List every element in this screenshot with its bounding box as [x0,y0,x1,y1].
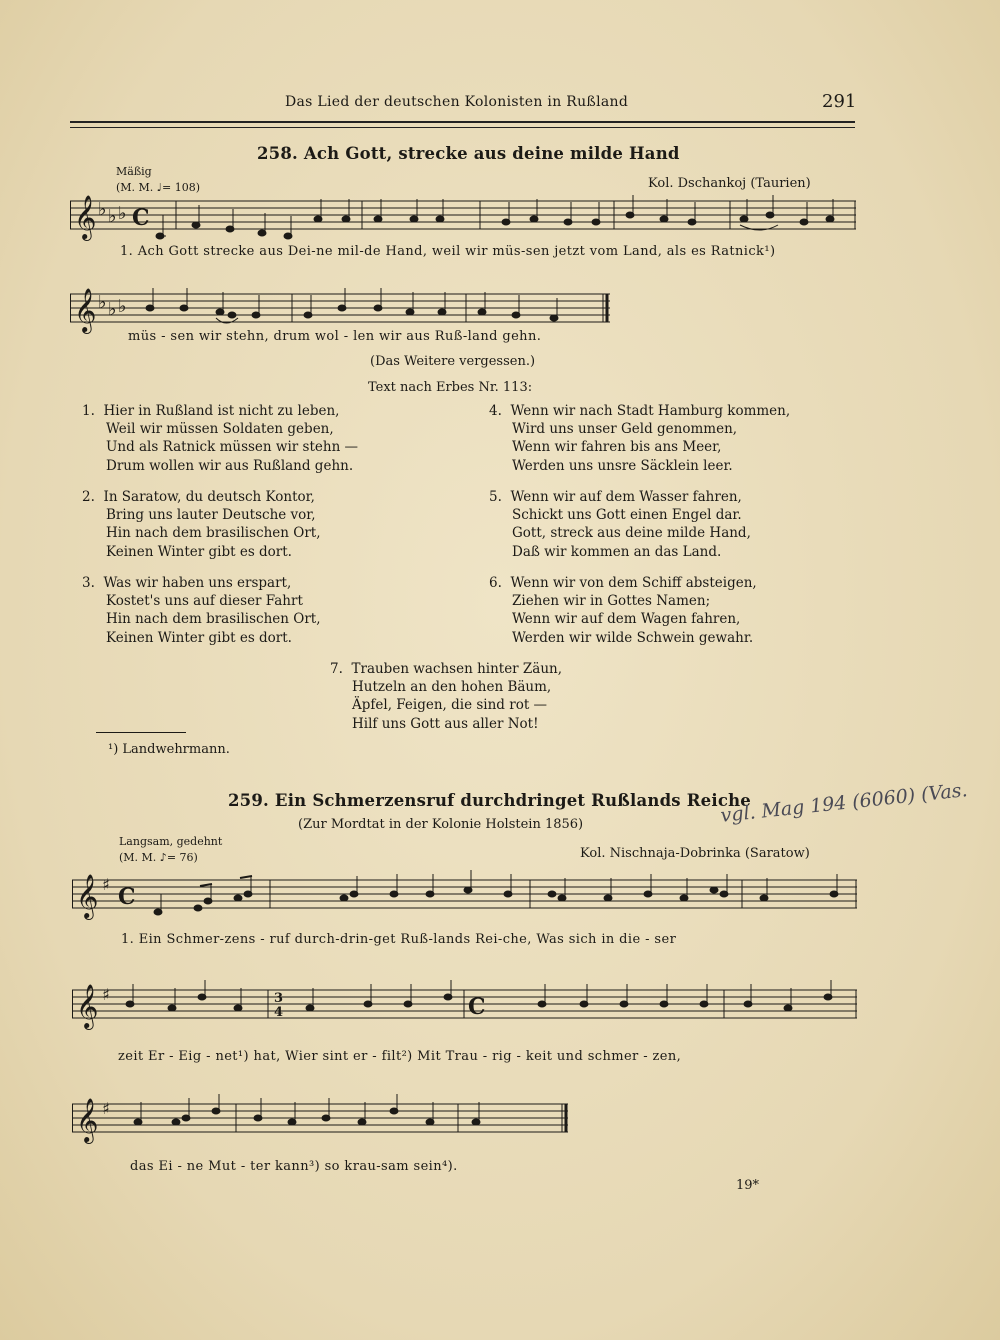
stanza-line: Werden uns unsre Säcklein leer. [512,457,733,474]
stanza-line: Hutzeln an den hohen Bäum, [352,679,552,696]
stanza-line: Wenn wir nach Stadt Hamburg kommen, [510,403,791,419]
stanza-6 [489,574,757,647]
svg-text:♭: ♭ [98,199,107,220]
stanza-line: Keinen Winter gibt es dort. [106,629,292,646]
svg-text:C: C [132,205,150,231]
signature-mark: 19* [736,1178,760,1193]
svg-text:𝄞: 𝄞 [76,874,99,918]
song-258-text-source: Text nach Erbes Nr. 113: [368,380,533,395]
song-259-lyrics-line-2: zeit Er - Eig - net¹) hat, Wier sint er - filt²) Mit Trau - rig - keit und schmer - zen, [118,1049,682,1064]
song-258-lyrics-line-1: 1. Ach Gott strecke aus Dei-ne mil-de Hand, weil wir müs-sen jetzt vom Land, als es Ratnick¹) [120,244,776,259]
stanza-line: Daß wir kommen an das Land. [512,543,722,560]
stanza-line: Wenn wir auf dem Wagen fahren, [512,611,741,628]
song-259-metronome: (M. M. ♪= 76) [119,851,198,864]
song-259-staff-3 [72,1094,592,1154]
svg-text:♭: ♭ [108,206,117,227]
stanza-line: Trauben wachsen hinter Zäun, [351,661,563,677]
stanza-line: Kostet's uns auf dieser Fahrt [106,593,303,610]
song-258-staff-2 [70,288,630,333]
song-259-lyrics-line-1: 1. Ein Schmer-zens - ruf durch-drin-get Ruß-lands Rei-che, Was sich in die - ser [121,932,677,947]
stanza-line: In Saratow, du deutsch Kontor, [103,489,315,505]
stanza-line: Und als Ratnick müssen wir stehn — [106,439,359,456]
stanza-line: Was wir haben uns erspart, [103,575,292,591]
stanza-line: Hin nach dem brasilischen Ort, [106,525,321,542]
song-258-lyrics-line-2: müs - sen wir stehn, drum wol - len wir aus Ruß-land gehn. [128,329,542,344]
svg-text:3: 3 [274,991,284,1006]
header-rule-thin [70,127,855,128]
stanza-number: 6. [489,575,502,591]
stanza-line: Wird uns unser Geld genommen, [512,421,738,438]
song-259-staff-1 [72,868,862,928]
svg-text:C: C [468,994,486,1020]
song-258-title: 258. Ach Gott, strecke aus deine milde Hand [257,144,680,163]
svg-text:♭: ♭ [118,203,127,224]
stanza-7 [330,660,562,733]
svg-text:C: C [118,884,136,910]
song-259-lyrics-line-3: das Ei - ne Mut - ter kann³) so krau-sam sein⁴). [130,1159,458,1174]
stanza-line: Bring uns lauter Deutsche vor, [106,507,316,524]
handwritten-note: vgl. Mag 194 (6060) (Vas. [719,779,969,827]
svg-text:♯: ♯ [102,985,110,1004]
svg-text:4: 4 [274,1005,284,1020]
song-259-tempo: Langsam, gedehnt [119,835,223,848]
stanza-line: Schickt uns Gott einen Engel dar. [512,507,742,524]
stanza-number: 3. [82,575,95,591]
song-258-origin: Kol. Dschankoj (Taurien) [648,176,811,191]
stanza-number: 5. [489,489,502,505]
song-259-staff-2 [72,980,862,1040]
stanza-line: Hilf uns Gott aus aller Not! [352,715,539,732]
song-259-subtitle: (Zur Mordtat in der Kolonie Holstein 1856) [298,817,584,832]
stanza-line: Gott, streck aus deine milde Hand, [512,525,751,542]
footnote: ¹) Landwehrmann. [108,742,230,757]
svg-text:♭: ♭ [98,292,107,313]
stanza-line: Ziehen wir in Gottes Namen; [512,593,711,610]
svg-text:𝄞: 𝄞 [74,288,97,332]
running-title: Das Lied der deutschen Kolonisten in Rußland [285,94,629,110]
svg-text:♯: ♯ [102,1099,110,1118]
svg-text:𝄞: 𝄞 [74,195,97,239]
stanza-1 [82,402,358,475]
stanza-line: Hin nach dem brasilischen Ort, [106,611,321,628]
stanza-line: Hier in Rußland ist nicht zu leben, [103,403,340,419]
song-259-title: 259. Ein Schmerzensruf durchdringet Rußlands Reiche [228,791,751,810]
footnote-rule [96,732,186,733]
stanza-number: 2. [82,489,95,505]
stanza-line: Äpfel, Feigen, die sind rot — [352,697,548,714]
song-258-forgotten-note: (Das Weitere vergessen.) [370,354,536,369]
stanza-line: Wenn wir von dem Schiff absteigen, [510,575,757,591]
stanza-line: Wenn wir fahren bis ans Meer, [512,439,722,456]
page-number: 291 [822,91,857,112]
stanza-5 [489,488,751,561]
stanza-line: Werden wir wilde Schwein gewahr. [512,629,754,646]
stanza-line: Keinen Winter gibt es dort. [106,543,292,560]
svg-text:𝄞: 𝄞 [76,984,99,1028]
stanza-number: 4. [489,403,502,419]
svg-text:♭: ♭ [118,296,127,317]
stanza-4 [489,402,790,475]
song-258-tempo: Mäßig [116,165,152,178]
stanza-line: Weil wir müssen Soldaten geben, [106,421,334,438]
stanza-number: 1. [82,403,95,419]
stanza-number: 7. [330,661,343,677]
svg-text:♭: ♭ [108,299,117,320]
svg-text:𝄞: 𝄞 [76,1098,99,1142]
stanza-2 [82,488,321,561]
song-258-metronome: (M. M. ♩= 108) [116,181,200,194]
stanza-3 [82,574,321,647]
song-259-origin: Kol. Nischnaja-Dobrinka (Saratow) [580,846,810,861]
svg-text:♯: ♯ [102,875,110,894]
stanza-line: Drum wollen wir aus Rußland gehn. [106,457,354,474]
stanza-line: Wenn wir auf dem Wasser fahren, [510,489,742,505]
header-rule-thick [70,121,855,123]
